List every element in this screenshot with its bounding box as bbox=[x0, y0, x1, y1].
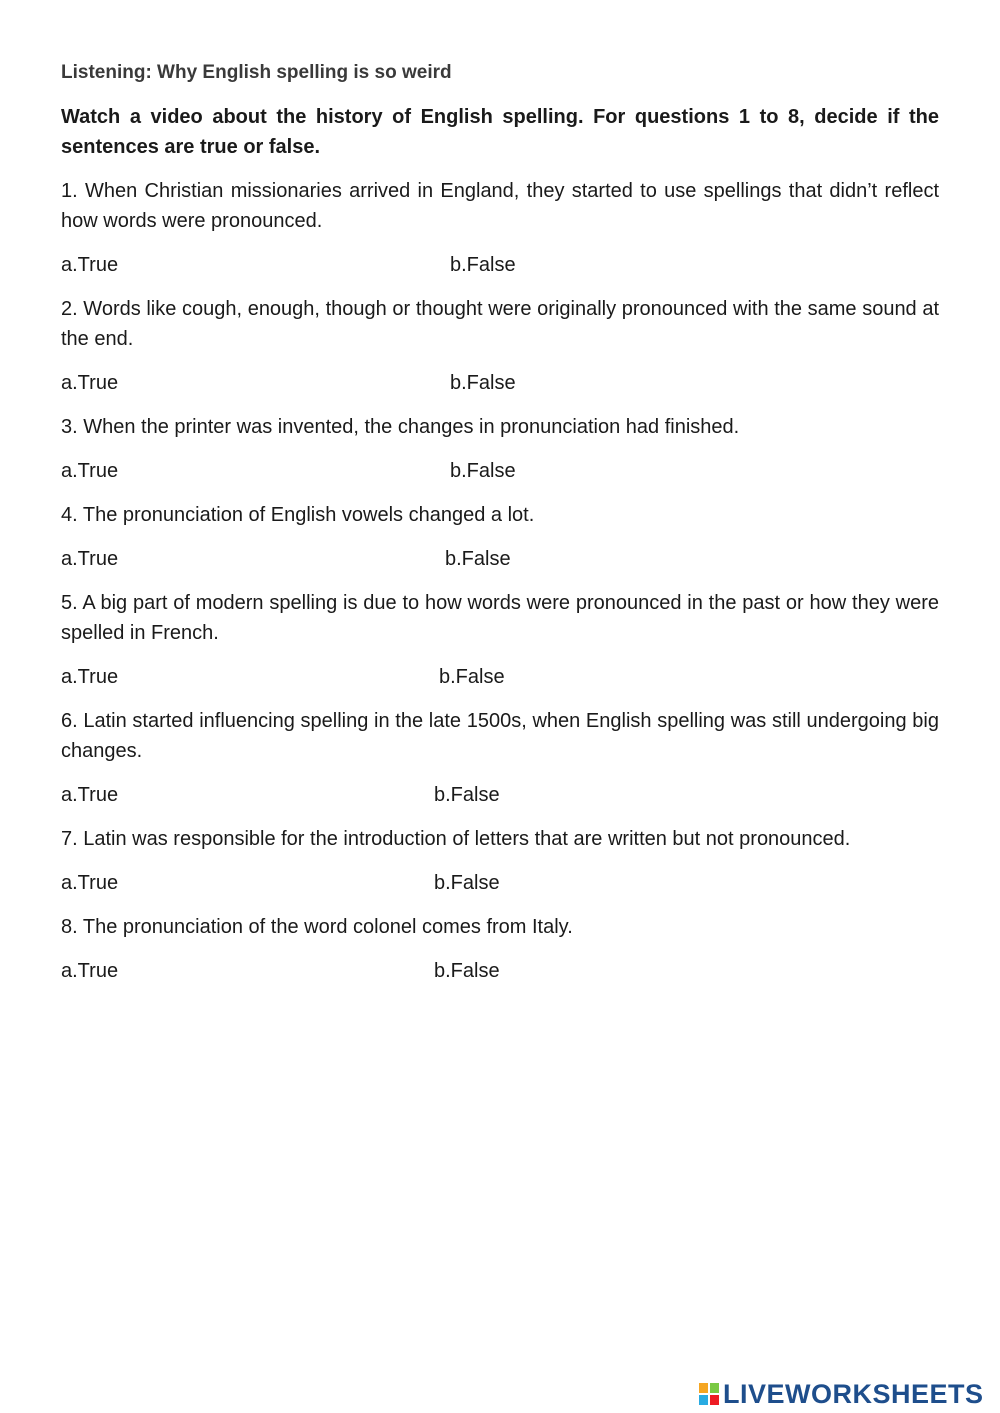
option-true[interactable]: a.True bbox=[61, 372, 119, 394]
question-7 bbox=[61, 824, 939, 898]
question-text: 2. Words like cough, enough, though or thought were originally pronounced with the same sound at the end. bbox=[61, 298, 939, 350]
question-text: 6. Latin started influencing spelling in the late 1500s, when English spelling was still undergoing big changes. bbox=[61, 710, 939, 762]
question-5 bbox=[61, 588, 939, 692]
option-true[interactable]: a.True bbox=[61, 960, 119, 982]
question-text: 3. When the printer was invented, the changes in pronunciation had finished. bbox=[61, 416, 740, 438]
option-true[interactable]: a.True bbox=[61, 666, 119, 688]
question-8 bbox=[61, 912, 939, 986]
option-true[interactable]: a.True bbox=[61, 872, 119, 894]
question-4 bbox=[61, 500, 939, 574]
answer-options bbox=[61, 868, 939, 898]
answer-options bbox=[61, 456, 939, 486]
question-2 bbox=[61, 294, 939, 398]
question-text: 1. When Christian missionaries arrived in England, they started to use spellings that didn’t reflect how words were pronounced. bbox=[61, 180, 939, 232]
option-true[interactable]: a.True bbox=[61, 254, 119, 276]
answer-options bbox=[61, 544, 939, 574]
answer-options bbox=[61, 368, 939, 398]
question-text: 7. Latin was responsible for the introduction of letters that are written but not pronounced. bbox=[61, 828, 851, 850]
question-3 bbox=[61, 412, 939, 486]
option-false[interactable]: b.False bbox=[439, 666, 505, 688]
answer-options bbox=[61, 662, 939, 692]
option-false[interactable]: b.False bbox=[434, 784, 500, 806]
option-false[interactable]: b.False bbox=[434, 960, 500, 982]
option-false[interactable]: b.False bbox=[450, 460, 516, 482]
option-true[interactable]: a.True bbox=[61, 784, 119, 806]
question-text: 8. The pronunciation of the word colonel comes from Italy. bbox=[61, 916, 573, 938]
option-false[interactable]: b.False bbox=[450, 372, 516, 394]
worksheet-title: Listening: Why English spelling is so weird bbox=[61, 62, 452, 83]
answer-options bbox=[61, 956, 939, 986]
answer-options bbox=[61, 780, 939, 810]
liveworksheets-logo-icon bbox=[698, 1382, 720, 1406]
answer-options bbox=[61, 250, 939, 280]
question-text: 5. A big part of modern spelling is due to how words were pronounced in the past or how they were spelled in French. bbox=[61, 592, 939, 644]
question-1 bbox=[61, 176, 939, 280]
option-true[interactable]: a.True bbox=[61, 460, 119, 482]
option-false[interactable]: b.False bbox=[450, 254, 516, 276]
question-text: 4. The pronunciation of English vowels changed a lot. bbox=[61, 504, 535, 526]
option-false[interactable]: b.False bbox=[434, 872, 500, 894]
instructions: Watch a video about the history of English spelling. For questions 1 to 8, decide if the sentences are true or false. bbox=[61, 106, 939, 158]
option-true[interactable]: a.True bbox=[61, 548, 119, 570]
option-false[interactable]: b.False bbox=[445, 548, 511, 570]
logo-text: LIVEWORKSHEETS bbox=[723, 1378, 984, 1409]
question-6 bbox=[61, 706, 939, 810]
liveworksheets-logo bbox=[698, 1378, 984, 1410]
worksheet bbox=[61, 58, 939, 1000]
